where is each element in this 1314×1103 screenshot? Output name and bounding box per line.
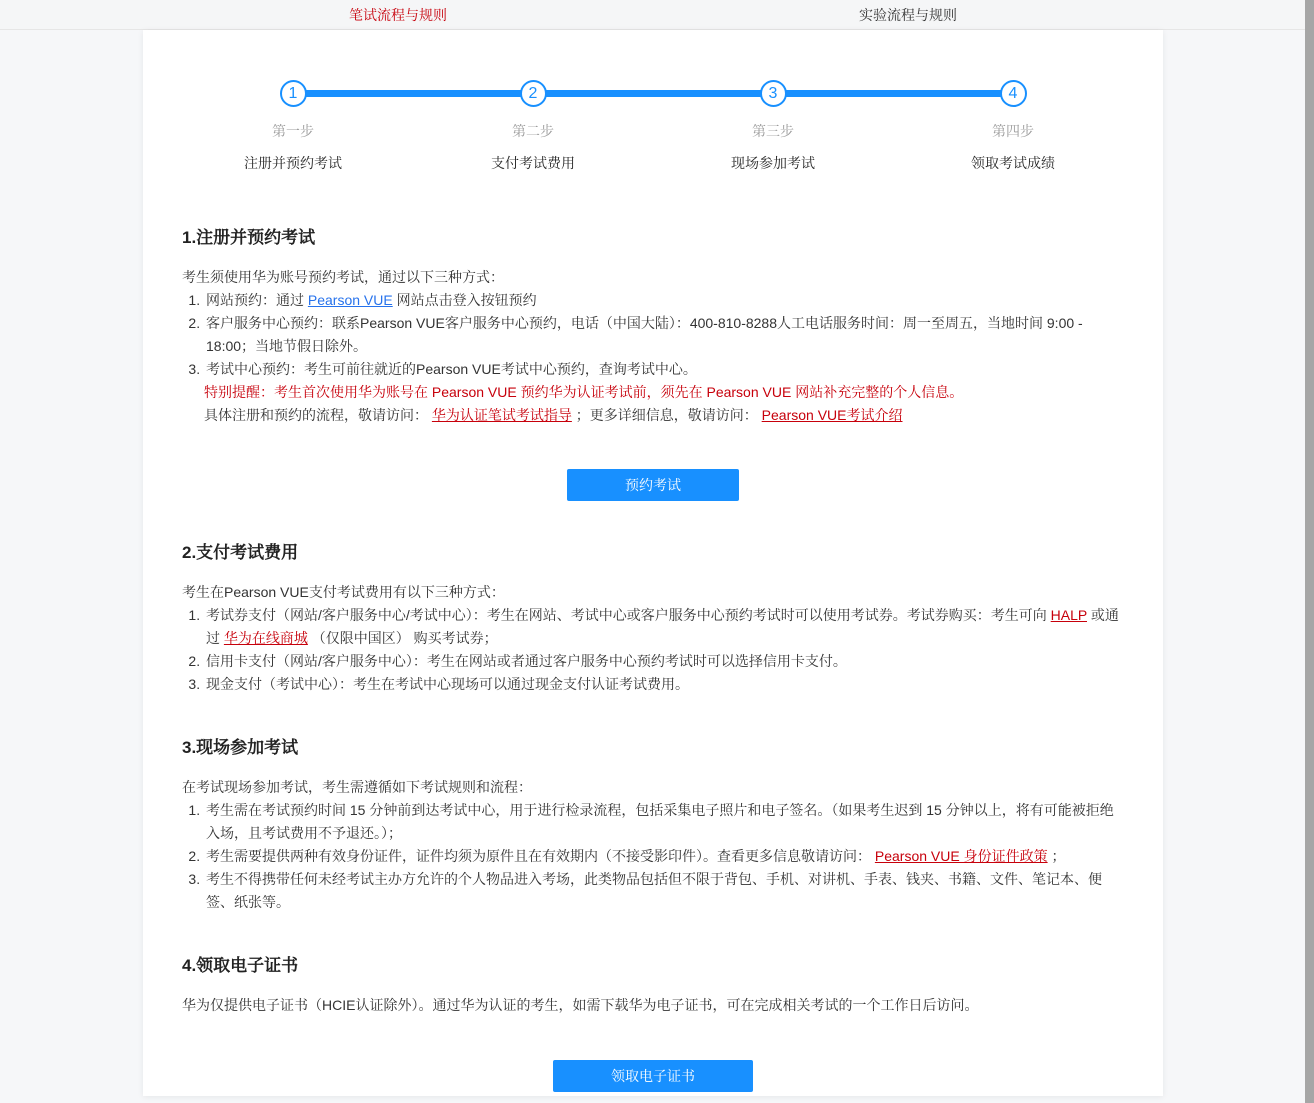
step-1: [173, 80, 413, 173]
step-3-name: 现场参加考试: [731, 155, 815, 171]
step-1-number-icon: 1: [280, 80, 307, 107]
list-item: [204, 673, 1124, 696]
tab-lab-exam[interactable]: 实验流程与规则: [859, 6, 957, 23]
step-4: [893, 80, 1133, 173]
section-attend-exam: [182, 736, 1124, 914]
section-3-list: [182, 799, 1124, 914]
list-item-text: 考生不得携带任何未经考试主办方允许的个人物品进入考场，此类物品包括但不限于背包、手机、对讲机、手表、钱夹、书籍、文件、笔记本、便签、纸张等。: [206, 871, 1102, 910]
step-2-number-icon: 2: [520, 80, 547, 107]
list-item: [204, 312, 1124, 358]
step-3-number-icon: 3: [760, 80, 787, 107]
list-item-text: （仅限中国区） 购买考试券；: [307, 630, 498, 646]
section-2-heading: 2.支付考试费用: [182, 543, 299, 562]
list-item-text: 客户服务中心预约：联系Pearson VUE客户服务中心预约，电话（中国大陆）：400-810-8288人工电话服务时间：周一至周五，当地时间 9:00 - 18:00；当地节假日除外。: [206, 315, 1083, 354]
scrollbar[interactable]: [1305, 0, 1314, 1103]
list-item-text: ；: [1047, 848, 1066, 864]
list-item-text: 考生需在考试预约时间 15 分钟前到达考试中心，用于进行检录流程，包括采集电子照片和电子签名。（如果考生迟到 15 分钟以上，将有可能被拒绝入场，且考试费用不予退还。）；: [206, 802, 1114, 841]
step-4-number-icon: 4: [1000, 80, 1027, 107]
section-1-intro: 考生须使用华为账号预约考试，通过以下三种方式：: [182, 269, 504, 285]
list-item: [204, 604, 1124, 650]
pearson-vue-intro-link[interactable]: Pearson VUE考试介绍: [761, 407, 903, 423]
step-2: [413, 80, 653, 173]
list-item-text: 网站预约：通过: [206, 292, 308, 308]
list-item-text: 信用卡支付（网站/客户服务中心）：考生在网站或者通过客户服务中心预约考试时可以选择信用卡支付。: [206, 653, 847, 669]
section-1-list: [182, 289, 1124, 381]
special-reminder-text: 特别提醒：考生首次使用华为账号在 Pearson VUE 预约华为认证考试前，须先在 Pearson VUE 网站补充完整的个人信息。: [204, 384, 964, 400]
guide-text: 具体注册和预约的流程，敬请访问：: [204, 407, 432, 423]
get-certificate-button[interactable]: 领取电子证书: [553, 1060, 753, 1092]
section-2-intro: 考生在Pearson VUE支付考试费用有以下三种方式：: [182, 584, 505, 600]
section-4-heading: 4.领取电子证书: [182, 956, 299, 975]
section-3-heading: 3.现场参加考试: [182, 738, 299, 757]
list-item: [204, 845, 1124, 868]
section-get-certificate: [182, 954, 1124, 1092]
step-2-label: 第二步: [512, 123, 554, 139]
tab-group: [143, 0, 1163, 29]
step-4-name: 领取考试成绩: [971, 155, 1055, 171]
step-2-name: 支付考试费用: [491, 155, 575, 171]
registration-guide-line: [204, 404, 1124, 427]
list-item-text: 网站点击登入按钮预约: [392, 292, 537, 308]
content-card: [143, 30, 1163, 1096]
huawei-online-mall-link[interactable]: 华为在线商城: [223, 630, 308, 646]
section-1-heading: 1.注册并预约考试: [182, 228, 316, 247]
section-3-intro: 在考试现场参加考试，考生需遵循如下考试规则和流程：: [182, 779, 532, 795]
written-exam-guide-link[interactable]: 华为认证笔试考试指导: [431, 407, 572, 423]
section-register-and-book: [182, 226, 1124, 501]
step-1-name: 注册并预约考试: [244, 155, 342, 171]
pearson-vue-link[interactable]: Pearson VUE: [307, 292, 393, 308]
halp-link[interactable]: HALP: [1050, 607, 1087, 623]
step-4-label: 第四步: [992, 123, 1034, 139]
section-pay-fee: [182, 541, 1124, 696]
list-item: [204, 650, 1124, 673]
tab-written-exam[interactable]: 笔试流程与规则: [349, 6, 447, 23]
section-2-list: [182, 604, 1124, 696]
list-item: [204, 799, 1124, 845]
list-item-text: 或通过: [206, 607, 1119, 646]
progress-stepper: [173, 80, 1133, 173]
list-item: [204, 358, 1124, 381]
list-item: [204, 868, 1124, 914]
step-1-label: 第一步: [272, 123, 314, 139]
id-policy-link[interactable]: Pearson VUE 身份证件政策: [874, 848, 1048, 864]
list-item-text: 考生需要提供两种有效身份证件，证件均须为原件且在有效期内（不接受影印件）。查看更多信息敬请访问：: [206, 848, 875, 864]
list-item-text: 考试券支付（网站/客户服务中心/考试中心）：考生在网站、考试中心或客户服务中心预约考试时可以使用考试券。考试券购买：考生可向: [206, 607, 1051, 623]
step-3: [653, 80, 893, 173]
list-item-text: 现金支付（考试中心）：考生在考试中心现场可以通过现金支付认证考试费用。: [206, 676, 689, 692]
tab-bar: [0, 0, 1314, 30]
book-exam-button[interactable]: 预约考试: [567, 469, 739, 501]
list-item-text: 考试中心预约：考生可前往就近的Pearson VUE考试中心预约，查询考试中心。: [206, 361, 697, 377]
step-3-label: 第三步: [752, 123, 794, 139]
list-item: [204, 289, 1124, 312]
section-4-intro: 华为仅提供电子证书（HCIE认证除外）。通过华为认证的考生，如需下载华为电子证书，可在完成相关考试的一个工作日后访问。: [182, 997, 979, 1013]
guide-text: ；更多详细信息，敬请访问：: [571, 407, 762, 423]
